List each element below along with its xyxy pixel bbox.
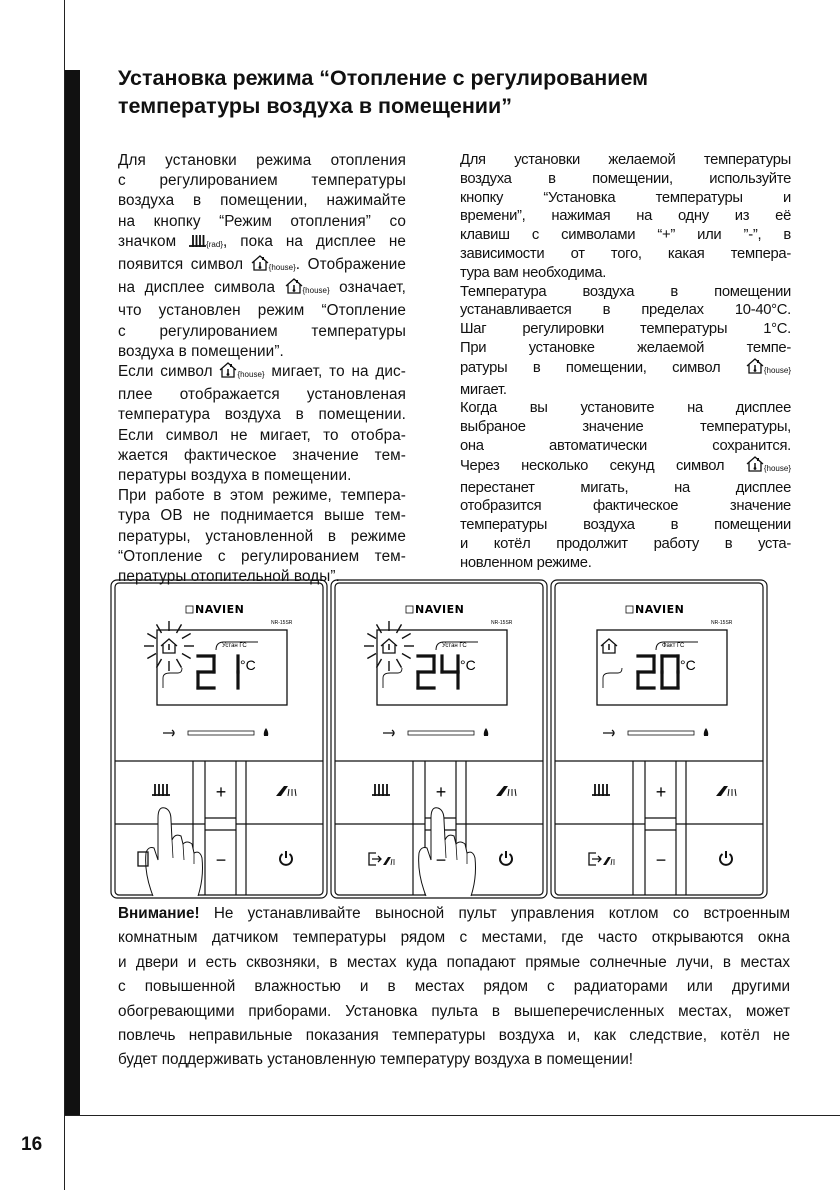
page-side-bar: [65, 70, 80, 1116]
progress-bar: [408, 731, 474, 735]
temperature-unit: °C: [680, 657, 696, 673]
text-line: на дисплее символа {house} означает,: [118, 278, 406, 301]
text-line: Для установки желаемой температуры: [460, 152, 791, 168]
warning-text: [118, 902, 790, 1073]
remote-control-illustrations: [108, 578, 778, 900]
text-line: ратуры в помещении, символ {house}: [460, 358, 791, 381]
minus-button[interactable]: −: [655, 850, 667, 870]
minus-button[interactable]: −: [435, 850, 447, 870]
logo-mark: [626, 606, 633, 613]
text-line: будет поддерживать установленную температуру воздуха в помещении!: [118, 1051, 633, 1069]
ray: [147, 654, 156, 659]
text-line: Если символ {house} мигает, то на дис-: [118, 362, 406, 385]
minus-button[interactable]: −: [215, 850, 227, 870]
display-line: [603, 668, 622, 688]
plus-button[interactable]: +: [215, 782, 227, 802]
mode-label: Факт ГС: [662, 643, 685, 649]
text-line: температура воздуха в помещении.: [118, 406, 406, 424]
text-line: устанавливается в пределах 10-40°C.: [460, 302, 791, 319]
text-line: “Отопление с регулированием тем-: [118, 547, 406, 565]
house-thermometer-icon: {house}: [251, 255, 296, 278]
text-line: Для установки режима отопления: [118, 152, 406, 169]
remote-control-panel: [108, 578, 330, 900]
text-line: пературы воздуха в помещении.: [118, 467, 352, 485]
text-line: отобразится фактическое значение: [460, 498, 791, 515]
heating-mode-button[interactable]: [592, 784, 610, 796]
text-line: тура вам необходима.: [460, 264, 607, 281]
text-line: комнатным датчиком температуры рядом с местами, где часто открываются окна: [118, 929, 790, 947]
mode-label: Устан ГС: [222, 643, 247, 649]
text-line: значком {rad}, пока на дисплее не: [118, 232, 406, 255]
ray: [177, 659, 182, 668]
text-line: она автоматически сохранится.: [460, 437, 791, 454]
flame-icon: [704, 728, 709, 736]
ray: [402, 654, 411, 659]
heating-mode-button[interactable]: [152, 784, 170, 796]
text-line: пературы, установленной в режиме: [118, 527, 406, 545]
ray: [177, 624, 182, 633]
progress-bar: [188, 731, 254, 735]
text-line: появится символ {house}. Отображение: [118, 255, 406, 278]
ray: [397, 659, 402, 668]
remote-control-drawing: [108, 578, 330, 900]
display-line: [163, 668, 182, 688]
plus-button[interactable]: +: [435, 782, 447, 802]
text-line: жается фактическое значение тем-: [118, 446, 406, 464]
house-thermometer-icon: {house}: [285, 278, 330, 301]
right-column-text: [460, 151, 791, 573]
text-line: новленном режиме.: [460, 554, 592, 571]
exit-button[interactable]: [589, 853, 614, 865]
lcd-display: [157, 630, 287, 705]
page-title: [118, 64, 818, 120]
temperature-unit: °C: [460, 657, 476, 673]
text-line: клавиш с символами “+” или ”-”, в: [460, 227, 791, 244]
text-line: кнопку “Установка температуры и: [460, 189, 791, 206]
heating-mode-button[interactable]: [372, 784, 390, 796]
house-thermometer-icon: [381, 639, 397, 653]
text-line: на кнопку “Режим отопления” со: [118, 212, 406, 230]
text-line: При работе в этом режиме, темпера-: [118, 487, 406, 505]
remote-control-panel: [328, 578, 550, 900]
text-line: с повышенной влажностью и в местах рядом с радиаторами или другими: [118, 978, 790, 996]
hot-water-button[interactable]: [496, 786, 516, 796]
text-line: плее отображается установленая: [118, 386, 406, 404]
ray: [182, 654, 191, 659]
house-thermometer-icon: {house}: [746, 456, 791, 479]
brand-logo: NAVIEN: [635, 603, 685, 616]
text-line: с регулированием температуры: [118, 172, 406, 190]
house-thermometer-icon: [601, 639, 617, 653]
progress-bar: [628, 731, 694, 735]
left-column-text: [118, 151, 406, 587]
text-line: мигает.: [460, 381, 507, 398]
lcd-digit: [442, 656, 458, 688]
page-number: 16: [21, 1134, 43, 1155]
house-thermometer-icon: {house}: [746, 358, 791, 381]
text-line: Если символ не мигает, то отобра-: [118, 426, 406, 444]
exit-button[interactable]: [369, 853, 394, 865]
text-line: и двери и есть сквозняки, в местах куда попадают прямые солнечные лучи, в местах: [118, 953, 790, 971]
text-line: воздуха в помещении, используйте: [460, 170, 791, 187]
logo-mark: [406, 606, 413, 613]
text-line: и котёл продолжит работу в уста-: [460, 535, 791, 552]
remote-control-drawing: [328, 578, 550, 900]
power-button[interactable]: [720, 851, 732, 865]
ray: [402, 634, 411, 639]
remote-control-panel: [548, 578, 770, 900]
model-label: NR-15SR: [491, 620, 513, 626]
ray: [367, 634, 376, 639]
power-button[interactable]: [280, 851, 292, 865]
temperature-readout: [418, 656, 458, 688]
text-line: воздуха в помещении”.: [118, 342, 284, 360]
hand-icon: [146, 808, 203, 896]
ray: [397, 624, 402, 633]
text-line: Внимание! Не устанавливайте выносной пульт управления котлом со встроенным: [118, 905, 790, 922]
text-line: что установлен режим “Отопление: [118, 302, 406, 320]
text-line: воздуха в помещении, нажимайте: [118, 192, 406, 210]
lcd-digit: [198, 656, 214, 688]
wrench-icon: [163, 730, 174, 736]
text-line: обогревающими приборами. Установка пульта в вышеперечисленных местах, может: [118, 1002, 790, 1020]
ray: [182, 634, 191, 639]
mode-label: Устан ГС: [442, 643, 467, 649]
text-line: повлечь неправильные показания температуры воздуха и, как следствие, котёл не: [118, 1027, 790, 1045]
text-line: Когда вы установите на дисплее: [460, 400, 791, 417]
warning-label: Внимание!: [118, 905, 200, 922]
model-label: NR-15SR: [711, 620, 733, 626]
brand-logo: NAVIEN: [195, 603, 245, 616]
wrench-icon: [383, 730, 394, 736]
text-line: температуры воздуха в помещении: [460, 517, 791, 534]
ray: [147, 634, 156, 639]
title-line: температуры воздуха в помещении”: [118, 94, 512, 118]
brand-logo: NAVIEN: [415, 603, 465, 616]
power-button[interactable]: [500, 851, 512, 865]
lcd-digit: [638, 656, 654, 688]
text-line: тура ОВ не поднимается выше тем-: [118, 507, 406, 525]
text-line: перестанет мигать, на дисплее: [460, 479, 791, 496]
wrench-icon: [603, 730, 614, 736]
house-thermometer-icon: [161, 639, 177, 653]
text-line: выбраное значение температуры,: [460, 419, 791, 436]
hot-water-button[interactable]: [276, 786, 296, 796]
text-line: Через несколько секунд символ {house}: [460, 456, 791, 479]
temperature-readout: [198, 656, 238, 688]
text-line: Шаг регулировки температуры 1°C.: [460, 321, 791, 338]
temperature-readout: [638, 656, 678, 688]
plus-button[interactable]: +: [655, 782, 667, 802]
hand-icon: [419, 808, 476, 896]
display-line: [383, 668, 402, 688]
logo-mark: [186, 606, 193, 613]
text-line: При установке желаемой темпе-: [460, 339, 791, 356]
ray: [367, 654, 376, 659]
flame-icon: [264, 728, 269, 736]
lcd-digit: [662, 656, 678, 688]
text-line: с регулированием температуры: [118, 322, 406, 340]
text-line: времени”, нажимая на одну из её: [460, 208, 791, 225]
footer-line: [64, 1115, 840, 1116]
flame-icon: [484, 728, 489, 736]
text-line: зависимости от того, какая темпера-: [460, 245, 791, 262]
model-label: NR-15SR: [271, 620, 293, 626]
title-line: Установка режима “Отопление с регулированием: [118, 66, 649, 90]
hot-water-button[interactable]: [716, 786, 736, 796]
lcd-digit: [418, 656, 434, 688]
radiator-icon: {rad}: [206, 239, 223, 249]
house-thermometer-icon: {house}: [219, 362, 264, 385]
remote-control-drawing: [548, 578, 770, 900]
text-line: пературы отопительной воды”.: [118, 568, 340, 586]
text-line: Температура воздуха в помещении: [460, 283, 791, 300]
temperature-unit: °C: [240, 657, 256, 673]
